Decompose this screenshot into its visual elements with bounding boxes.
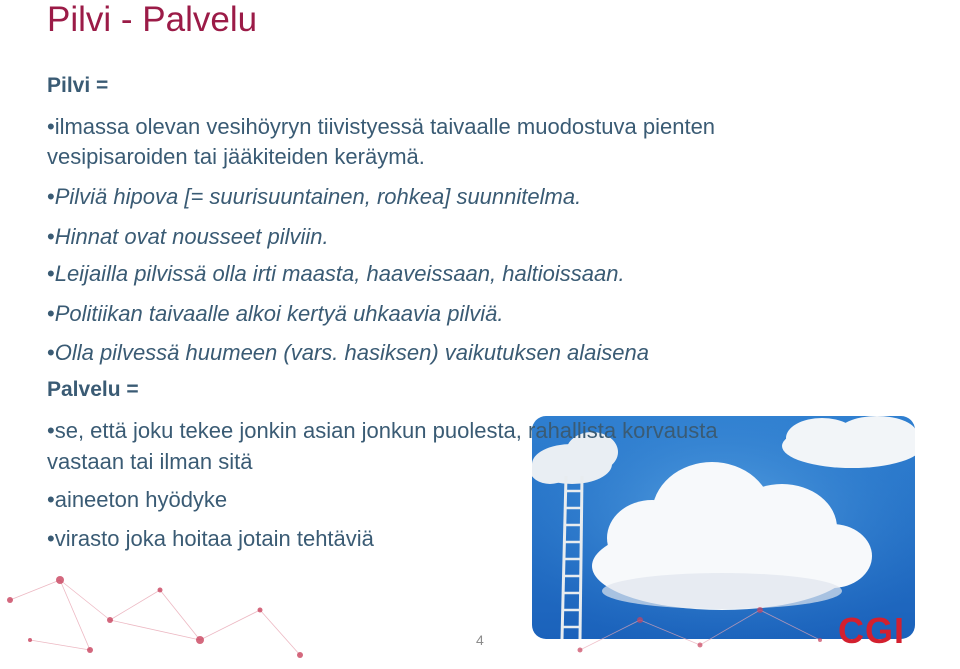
- cgi-logo: CGI: [838, 610, 906, 651]
- bullet: •: [47, 114, 55, 139]
- slide-title: Pilvi - Palvelu: [47, 0, 258, 39]
- palvelu-item3: •virasto joka hoitaa jotain tehtäviä: [47, 526, 374, 551]
- pilvi-example-4: •Politiikan taivaalle alkoi kertyä uhkaavia pilviä.: [47, 301, 504, 326]
- pilvi-example-2: •Hinnat ovat nousseet pilviin.: [47, 224, 329, 249]
- pilvi-definition-line1: •ilmassa olevan vesihöyryn tiivistyessä taivaalle muodostuva pienten: [47, 114, 716, 139]
- palvelu-heading: Palvelu =: [47, 378, 139, 401]
- pilvi-example-3: •Leijailla pilvissä olla irti maasta, haaveissaan, haltioissaan.: [47, 261, 625, 286]
- pilvi-example-1: •Pilviä hipova [= suurisuuntainen, rohkea] suunnitelma.: [47, 184, 582, 209]
- pilvi-definition-line2: vesipisaroiden tai jääkiteiden keräymä.: [47, 144, 425, 169]
- pilvi-example-5: •Olla pilvessä huumeen (vars. hasiksen) vaikutuksen alaisena: [47, 340, 650, 365]
- palvelu-item1-line1: •se, että joku tekee jonkin asian jonkun puolesta, rahallista korvausta: [47, 418, 718, 443]
- network-decoration-right: [560, 590, 840, 669]
- palvelu-item2: •aineeton hyödyke: [47, 487, 228, 512]
- pilvi-heading: Pilvi =: [47, 74, 109, 97]
- network-decoration-left: [0, 560, 420, 669]
- palvelu-item1-line2: vastaan tai ilman sitä: [47, 449, 253, 474]
- page-number: 4: [476, 632, 484, 648]
